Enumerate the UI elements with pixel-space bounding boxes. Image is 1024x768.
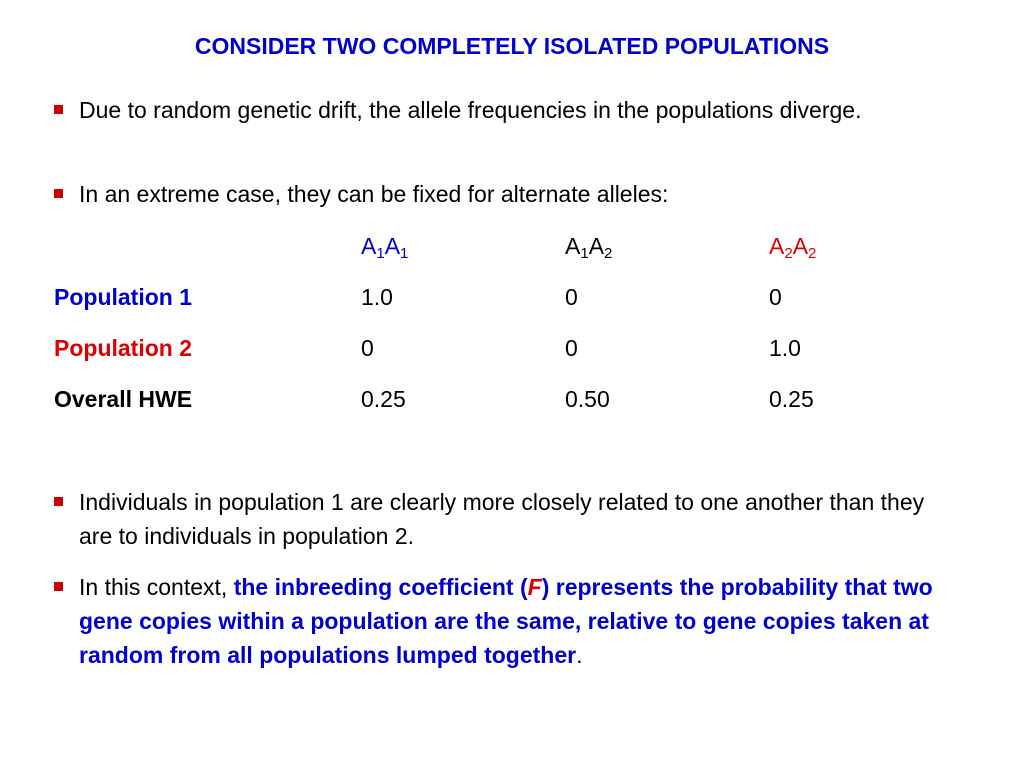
bullet-text: In an extreme case, they can be fixed for alternate alleles: xyxy=(79,181,669,207)
row-label-overall-hwe: Overall HWE xyxy=(54,386,193,412)
bullet-prefix: In this context, xyxy=(79,574,234,600)
bullet-extreme-case xyxy=(54,177,954,211)
emphasis-end: ) represents the probability that two gene copies within a population are the same, relative to gene copies taken at random from all populations lumped together xyxy=(79,574,933,668)
bullet-inbreeding-coefficient xyxy=(54,570,954,672)
bullet-marker xyxy=(54,189,63,198)
bullet-suffix: . xyxy=(576,642,583,668)
row-label-population-2: Population 2 xyxy=(54,335,192,361)
genotype-header-a1a1: $A_1A_1$ xyxy=(361,233,409,262)
slide-title: CONSIDER TWO COMPLETELY ISOLATED POPULATIONS xyxy=(194,33,830,59)
table-cell: 0.25 xyxy=(361,386,406,412)
table-cell: 0 xyxy=(769,284,782,310)
inbreeding-symbol-f: F xyxy=(527,574,542,600)
table-cell: 1.0 xyxy=(361,284,393,310)
bullet-relatedness xyxy=(54,485,954,553)
bullet-text: Due to random genetic drift, the allele frequencies in the populations diverge. xyxy=(79,97,862,123)
bullet-text: Individuals in population 1 are clearly more closely related to one another than they are to individuals in population 2. xyxy=(79,489,925,549)
genotype-header-a2a2: $A_2A_2$ xyxy=(769,233,817,262)
table-cell: 0.50 xyxy=(565,386,610,412)
bullet-drift xyxy=(54,93,954,127)
genotype-header-a1a2: $A_1A_2$ xyxy=(565,233,613,262)
bullet-marker xyxy=(54,105,63,114)
table-cell: 0 xyxy=(361,335,374,361)
table-cell: 1.0 xyxy=(769,335,801,361)
bullet-marker xyxy=(54,497,63,506)
table-cell: 0 xyxy=(565,284,578,310)
table-cell: 0.25 xyxy=(769,386,814,412)
bullet-text xyxy=(79,570,954,672)
table-cell: 0 xyxy=(565,335,578,361)
row-label-population-1: Population 1 xyxy=(54,284,192,310)
bullet-marker xyxy=(54,582,63,591)
emphasis-start: the inbreeding coefficient ( xyxy=(233,574,528,600)
